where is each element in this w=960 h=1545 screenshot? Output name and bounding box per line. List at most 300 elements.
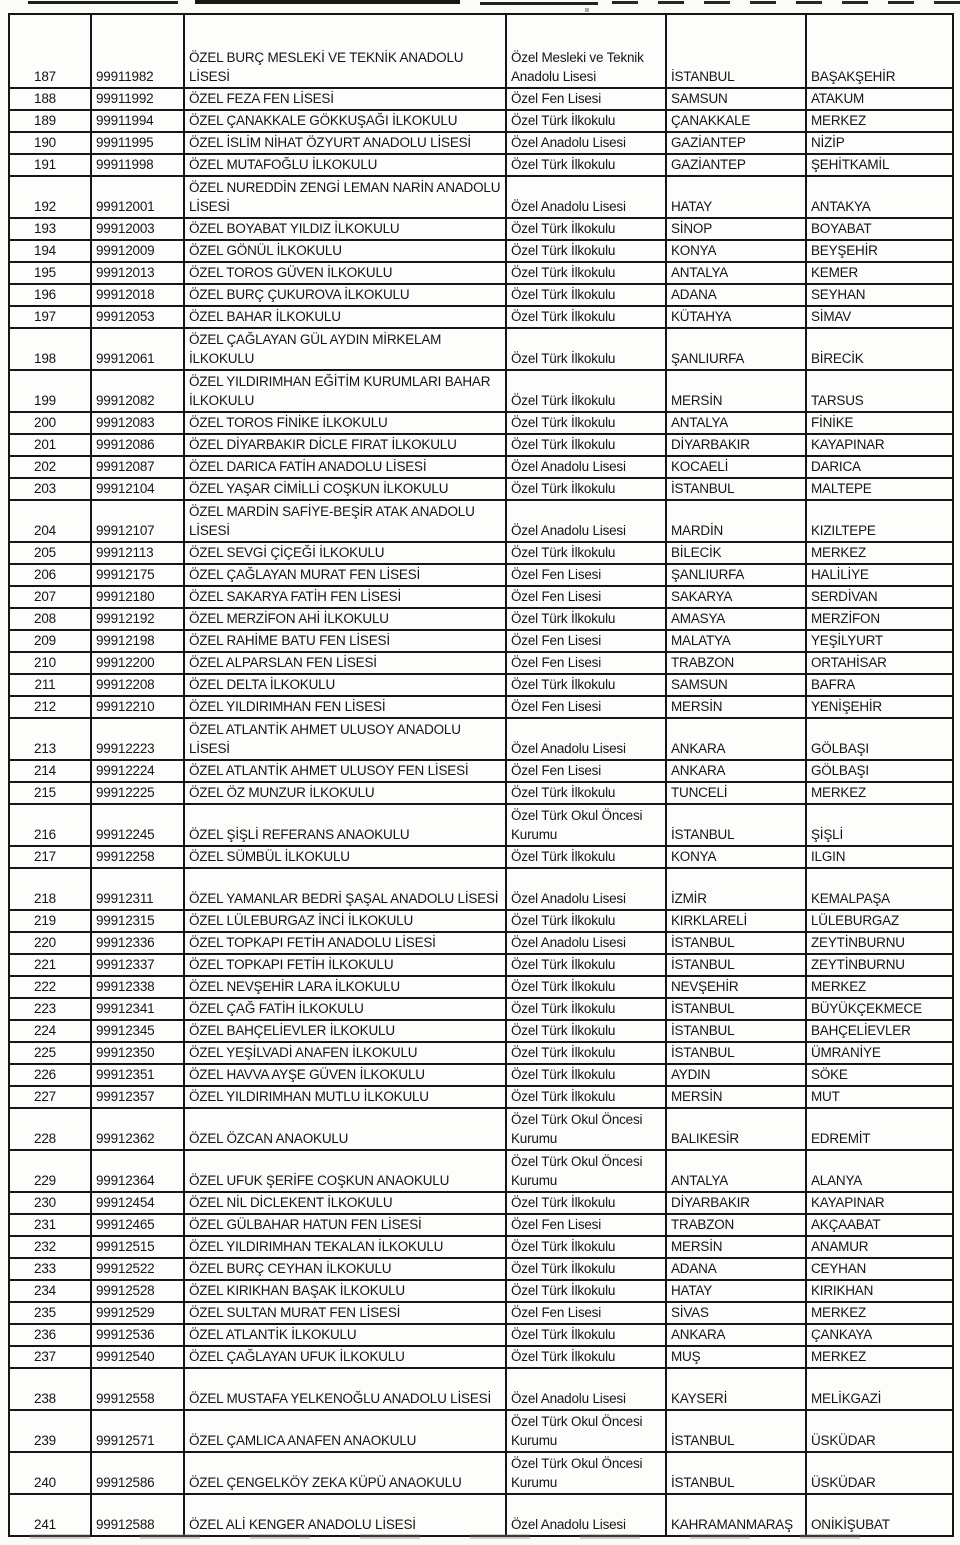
cell-type: Özel Türk İlkokulu bbox=[507, 413, 667, 435]
cell-province: SİVAS bbox=[667, 1303, 807, 1325]
cell-no: 198 bbox=[10, 329, 92, 371]
cell-id: 99911992 bbox=[92, 89, 185, 111]
cell-name: ÖZEL ÇENGELKÖY ZEKA KÜPÜ ANAOKULU bbox=[185, 1453, 507, 1495]
cell-name: ÖZEL LÜLEBURGAZ İNCİ İLKOKULU bbox=[185, 911, 507, 933]
cell-no: 199 bbox=[10, 371, 92, 413]
cell-name: ÖZEL ÇAĞLAYAN UFUK İLKOKULU bbox=[185, 1347, 507, 1369]
table-row bbox=[10, 697, 954, 719]
cell-name: ÖZEL TOPKAPI FETİH ANADOLU LİSESİ bbox=[185, 933, 507, 955]
cell-type: Özel Türk İlkokulu bbox=[507, 241, 667, 263]
cell-no: 239 bbox=[10, 1411, 92, 1453]
cell-district: ÜSKÜDAR bbox=[807, 1453, 954, 1495]
cell-id: 99912586 bbox=[92, 1453, 185, 1495]
cell-province: MERSİN bbox=[667, 697, 807, 719]
cell-province: NEVŞEHİR bbox=[667, 977, 807, 999]
table-row bbox=[10, 1347, 954, 1369]
cell-no: 196 bbox=[10, 285, 92, 307]
cell-no: 232 bbox=[10, 1237, 92, 1259]
table-row bbox=[10, 1215, 954, 1237]
cell-no: 238 bbox=[10, 1369, 92, 1411]
cell-district: GÖLBAŞI bbox=[807, 719, 954, 761]
cell-name: ÖZEL FEZA FEN LİSESİ bbox=[185, 89, 507, 111]
cell-type: Özel Mesleki ve Teknik Anadolu Lisesi bbox=[507, 15, 667, 89]
cell-province: BİLECİK bbox=[667, 543, 807, 565]
cell-province: HATAY bbox=[667, 177, 807, 219]
cell-province: ANTALYA bbox=[667, 1151, 807, 1193]
cell-no: 200 bbox=[10, 413, 92, 435]
cell-no: 231 bbox=[10, 1215, 92, 1237]
cell-name: ÖZEL ÖZ MUNZUR İLKOKULU bbox=[185, 783, 507, 805]
cell-type: Özel Türk İlkokulu bbox=[507, 999, 667, 1021]
cell-province: KONYA bbox=[667, 241, 807, 263]
cell-id: 99912225 bbox=[92, 783, 185, 805]
cell-name: ÖZEL ÖZCAN ANAOKULU bbox=[185, 1109, 507, 1151]
table-row bbox=[10, 869, 954, 911]
cell-province: ADANA bbox=[667, 1259, 807, 1281]
cell-province: SAKARYA bbox=[667, 587, 807, 609]
cell-no: 229 bbox=[10, 1151, 92, 1193]
table-row bbox=[10, 413, 954, 435]
cell-district: YENİŞEHİR bbox=[807, 697, 954, 719]
table-row bbox=[10, 111, 954, 133]
cell-name: ÖZEL YILDIRIMHAN EĞİTİM KURUMLARI BAHAR İLKOKULU bbox=[185, 371, 507, 413]
table-row bbox=[10, 1325, 954, 1347]
cell-no: 240 bbox=[10, 1453, 92, 1495]
cell-type: Özel Fen Lisesi bbox=[507, 761, 667, 783]
cell-no: 230 bbox=[10, 1193, 92, 1215]
cell-type: Özel Türk İlkokulu bbox=[507, 1021, 667, 1043]
cell-name: ÖZEL DİYARBAKIR DİCLE FIRAT İLKOKULU bbox=[185, 435, 507, 457]
cell-district: SERDİVAN bbox=[807, 587, 954, 609]
table-row bbox=[10, 1109, 954, 1151]
cell-id: 99912341 bbox=[92, 999, 185, 1021]
cell-id: 99912540 bbox=[92, 1347, 185, 1369]
cell-type: Özel Türk İlkokulu bbox=[507, 1237, 667, 1259]
cell-district: KEMALPAŞA bbox=[807, 869, 954, 911]
cell-id: 99912571 bbox=[92, 1411, 185, 1453]
cell-id: 99911998 bbox=[92, 155, 185, 177]
cell-id: 99911995 bbox=[92, 133, 185, 155]
cell-name: ÖZEL ÇAMLICA ANAFEN ANAOKULU bbox=[185, 1411, 507, 1453]
cell-id: 99912350 bbox=[92, 1043, 185, 1065]
table-row bbox=[10, 675, 954, 697]
cell-district: ORTAHİSAR bbox=[807, 653, 954, 675]
cell-province: İSTANBUL bbox=[667, 955, 807, 977]
cell-district: ÜMRANİYE bbox=[807, 1043, 954, 1065]
table-row bbox=[10, 609, 954, 631]
cell-id: 99912465 bbox=[92, 1215, 185, 1237]
cell-id: 99912013 bbox=[92, 263, 185, 285]
cell-name: ÖZEL YILDIRIMHAN FEN LİSESİ bbox=[185, 697, 507, 719]
cell-province: MERSİN bbox=[667, 1087, 807, 1109]
cell-id: 99912362 bbox=[92, 1109, 185, 1151]
cell-type: Özel Türk Okul Öncesi Kurumu bbox=[507, 805, 667, 847]
cell-province: MALATYA bbox=[667, 631, 807, 653]
cell-province: KAHRAMANMARAŞ bbox=[667, 1495, 807, 1537]
cell-type: Özel Türk İlkokulu bbox=[507, 111, 667, 133]
cell-id: 99912536 bbox=[92, 1325, 185, 1347]
cell-name: ÖZEL MARDİN SAFİYE-BEŞİR ATAK ANADOLU LİSESİ bbox=[185, 501, 507, 543]
cell-type: Özel Fen Lisesi bbox=[507, 587, 667, 609]
table-row bbox=[10, 241, 954, 263]
cell-district: BAHÇELİEVLER bbox=[807, 1021, 954, 1043]
cell-type: Özel Anadolu Lisesi bbox=[507, 1495, 667, 1537]
cell-no: 234 bbox=[10, 1281, 92, 1303]
cell-name: ÖZEL NEVŞEHİR LARA İLKOKULU bbox=[185, 977, 507, 999]
cell-province: TRABZON bbox=[667, 1215, 807, 1237]
table-row bbox=[10, 285, 954, 307]
cell-type: Özel Türk Okul Öncesi Kurumu bbox=[507, 1151, 667, 1193]
cell-name: ÖZEL TOROS FİNİKE İLKOKULU bbox=[185, 413, 507, 435]
cell-name: ÖZEL ATLANTİK İLKOKULU bbox=[185, 1325, 507, 1347]
table-row bbox=[10, 1021, 954, 1043]
cell-province: GAZİANTEP bbox=[667, 133, 807, 155]
cell-id: 99912082 bbox=[92, 371, 185, 413]
cell-province: AYDIN bbox=[667, 1065, 807, 1087]
cell-district: GÖLBAŞI bbox=[807, 761, 954, 783]
cell-no: 224 bbox=[10, 1021, 92, 1043]
cell-name: ÖZEL TOROS GÜVEN İLKOKULU bbox=[185, 263, 507, 285]
cell-no: 214 bbox=[10, 761, 92, 783]
table-row bbox=[10, 435, 954, 457]
cell-province: MUŞ bbox=[667, 1347, 807, 1369]
cell-id: 99912454 bbox=[92, 1193, 185, 1215]
cell-name: ÖZEL NUREDDİN ZENGİ LEMAN NARİN ANADOLU LİSESİ bbox=[185, 177, 507, 219]
cell-type: Özel Türk Okul Öncesi Kurumu bbox=[507, 1411, 667, 1453]
cell-province: SİNOP bbox=[667, 219, 807, 241]
cell-type: Özel Anadolu Lisesi bbox=[507, 133, 667, 155]
cell-district: ZEYTİNBURNU bbox=[807, 933, 954, 955]
cell-id: 99912200 bbox=[92, 653, 185, 675]
cell-id: 99912558 bbox=[92, 1369, 185, 1411]
cell-no: 225 bbox=[10, 1043, 92, 1065]
cell-province: İSTANBUL bbox=[667, 933, 807, 955]
cell-no: 201 bbox=[10, 435, 92, 457]
cell-no: 218 bbox=[10, 869, 92, 911]
cell-province: ANTALYA bbox=[667, 263, 807, 285]
cell-type: Özel Anadolu Lisesi bbox=[507, 1369, 667, 1411]
table-row bbox=[10, 263, 954, 285]
cell-no: 202 bbox=[10, 457, 92, 479]
cell-district: HALİLİYE bbox=[807, 565, 954, 587]
cell-type: Özel Türk İlkokulu bbox=[507, 911, 667, 933]
cell-type: Özel Türk İlkokulu bbox=[507, 955, 667, 977]
cell-name: ÖZEL ÇANAKKALE GÖKKUŞAĞI İLKOKULU bbox=[185, 111, 507, 133]
cell-name: ÖZEL ŞİŞLİ REFERANS ANAOKULU bbox=[185, 805, 507, 847]
cell-name: ÖZEL DELTA İLKOKULU bbox=[185, 675, 507, 697]
table-row bbox=[10, 479, 954, 501]
cell-district: KAYAPINAR bbox=[807, 435, 954, 457]
cell-name: ÖZEL SAKARYA FATİH FEN LİSESİ bbox=[185, 587, 507, 609]
cell-type: Özel Anadolu Lisesi bbox=[507, 719, 667, 761]
cell-id: 99912107 bbox=[92, 501, 185, 543]
cell-name: ÖZEL YILDIRIMHAN MUTLU İLKOKULU bbox=[185, 1087, 507, 1109]
cell-district: BAŞAKŞEHİR bbox=[807, 15, 954, 89]
table-row bbox=[10, 329, 954, 371]
cell-id: 99912528 bbox=[92, 1281, 185, 1303]
cell-district: MERKEZ bbox=[807, 543, 954, 565]
cell-type: Özel Türk İlkokulu bbox=[507, 1347, 667, 1369]
cell-type: Özel Türk İlkokulu bbox=[507, 1325, 667, 1347]
cell-id: 99912336 bbox=[92, 933, 185, 955]
cell-no: 191 bbox=[10, 155, 92, 177]
cell-province: ADANA bbox=[667, 285, 807, 307]
cell-district: MALTEPE bbox=[807, 479, 954, 501]
cell-id: 99912083 bbox=[92, 413, 185, 435]
cell-name: ÖZEL ATLANTİK AHMET ULUSOY ANADOLU LİSESİ bbox=[185, 719, 507, 761]
cell-type: Özel Fen Lisesi bbox=[507, 1303, 667, 1325]
cell-id: 99912061 bbox=[92, 329, 185, 371]
cell-name: ÖZEL YEŞİLVADİ ANAFEN İLKOKULU bbox=[185, 1043, 507, 1065]
cell-district: SİMAV bbox=[807, 307, 954, 329]
cell-province: İSTANBUL bbox=[667, 1021, 807, 1043]
cell-name: ÖZEL BURÇ MESLEKİ VE TEKNİK ANADOLU LİSESİ bbox=[185, 15, 507, 89]
cell-district: BİRECİK bbox=[807, 329, 954, 371]
cell-district: SÖKE bbox=[807, 1065, 954, 1087]
cell-type: Özel Türk İlkokulu bbox=[507, 783, 667, 805]
cell-district: ALANYA bbox=[807, 1151, 954, 1193]
cell-district: YEŞİLYURT bbox=[807, 631, 954, 653]
cell-district: ŞİŞLİ bbox=[807, 805, 954, 847]
table-row bbox=[10, 307, 954, 329]
cell-type: Özel Türk Okul Öncesi Kurumu bbox=[507, 1109, 667, 1151]
cell-no: 203 bbox=[10, 479, 92, 501]
table-row bbox=[10, 457, 954, 479]
table-row bbox=[10, 133, 954, 155]
cell-province: MERSİN bbox=[667, 371, 807, 413]
cell-id: 99912529 bbox=[92, 1303, 185, 1325]
table-row bbox=[10, 501, 954, 543]
cell-province: İSTANBUL bbox=[667, 1411, 807, 1453]
cell-no: 187 bbox=[10, 15, 92, 89]
cell-name: ÖZEL ALPARSLAN FEN LİSESİ bbox=[185, 653, 507, 675]
cell-id: 99912364 bbox=[92, 1151, 185, 1193]
table-row bbox=[10, 1193, 954, 1215]
cell-id: 99912198 bbox=[92, 631, 185, 653]
cell-district: MERKEZ bbox=[807, 977, 954, 999]
cell-district: AKÇAABAT bbox=[807, 1215, 954, 1237]
cell-type: Özel Anadolu Lisesi bbox=[507, 457, 667, 479]
table-row bbox=[10, 1259, 954, 1281]
cell-name: ÖZEL ÇAĞ FATİH İLKOKULU bbox=[185, 999, 507, 1021]
cell-type: Özel Türk İlkokulu bbox=[507, 1259, 667, 1281]
cell-name: ÖZEL SULTAN MURAT FEN LİSESİ bbox=[185, 1303, 507, 1325]
table-row bbox=[10, 955, 954, 977]
cell-type: Özel Fen Lisesi bbox=[507, 1215, 667, 1237]
table-row bbox=[10, 1453, 954, 1495]
cell-district: MERKEZ bbox=[807, 783, 954, 805]
table-row bbox=[10, 89, 954, 111]
cell-province: TRABZON bbox=[667, 653, 807, 675]
cell-type: Özel Fen Lisesi bbox=[507, 631, 667, 653]
cell-id: 99912210 bbox=[92, 697, 185, 719]
cell-type: Özel Türk İlkokulu bbox=[507, 155, 667, 177]
cell-id: 99912175 bbox=[92, 565, 185, 587]
cell-no: 208 bbox=[10, 609, 92, 631]
table-row bbox=[10, 1065, 954, 1087]
table-row bbox=[10, 1411, 954, 1453]
cell-district: LÜLEBURGAZ bbox=[807, 911, 954, 933]
cell-province: ŞANLIURFA bbox=[667, 329, 807, 371]
cell-name: ÖZEL SEVGİ ÇİÇEĞİ İLKOKULU bbox=[185, 543, 507, 565]
cell-type: Özel Türk İlkokulu bbox=[507, 1043, 667, 1065]
scan-artifact-bottom-edge bbox=[30, 1534, 910, 1539]
cell-name: ÖZEL HAVVA AYŞE GÜVEN İLKOKULU bbox=[185, 1065, 507, 1087]
cell-no: 215 bbox=[10, 783, 92, 805]
cell-id: 99912086 bbox=[92, 435, 185, 457]
cell-province: MARDİN bbox=[667, 501, 807, 543]
cell-type: Özel Anadolu Lisesi bbox=[507, 933, 667, 955]
cell-province: DİYARBAKIR bbox=[667, 435, 807, 457]
cell-province: BALIKESİR bbox=[667, 1109, 807, 1151]
table-row bbox=[10, 631, 954, 653]
cell-province: AMASYA bbox=[667, 609, 807, 631]
cell-district: ANAMUR bbox=[807, 1237, 954, 1259]
cell-id: 99912018 bbox=[92, 285, 185, 307]
cell-district: MELİKGAZİ bbox=[807, 1369, 954, 1411]
scan-artifact-top-edge bbox=[0, 0, 960, 6]
cell-no: 206 bbox=[10, 565, 92, 587]
cell-district: KIZILTEPE bbox=[807, 501, 954, 543]
cell-id: 99912351 bbox=[92, 1065, 185, 1087]
cell-name: ÖZEL SÜMBÜL İLKOKULU bbox=[185, 847, 507, 869]
cell-id: 99912223 bbox=[92, 719, 185, 761]
cell-no: 223 bbox=[10, 999, 92, 1021]
cell-name: ÖZEL RAHİME BATU FEN LİSESİ bbox=[185, 631, 507, 653]
cell-province: İZMİR bbox=[667, 869, 807, 911]
cell-province: İSTANBUL bbox=[667, 15, 807, 89]
cell-no: 212 bbox=[10, 697, 92, 719]
cell-district: BOYABAT bbox=[807, 219, 954, 241]
cell-province: İSTANBUL bbox=[667, 805, 807, 847]
cell-id: 99912180 bbox=[92, 587, 185, 609]
cell-name: ÖZEL ATLANTİK AHMET ULUSOY FEN LİSESİ bbox=[185, 761, 507, 783]
cell-id: 99912009 bbox=[92, 241, 185, 263]
cell-name: ÖZEL YILDIRIMHAN TEKALAN İLKOKULU bbox=[185, 1237, 507, 1259]
cell-id: 99911982 bbox=[92, 15, 185, 89]
cell-no: 192 bbox=[10, 177, 92, 219]
cell-province: GAZİANTEP bbox=[667, 155, 807, 177]
table-row bbox=[10, 653, 954, 675]
cell-no: 210 bbox=[10, 653, 92, 675]
cell-id: 99912001 bbox=[92, 177, 185, 219]
cell-no: 205 bbox=[10, 543, 92, 565]
cell-province: ANKARA bbox=[667, 1325, 807, 1347]
cell-type: Özel Türk İlkokulu bbox=[507, 479, 667, 501]
cell-province: İSTANBUL bbox=[667, 479, 807, 501]
cell-id: 99912087 bbox=[92, 457, 185, 479]
cell-district: MERKEZ bbox=[807, 111, 954, 133]
cell-name: ÖZEL ALİ KENGER ANADOLU LİSESİ bbox=[185, 1495, 507, 1537]
cell-no: 219 bbox=[10, 911, 92, 933]
cell-no: 209 bbox=[10, 631, 92, 653]
cell-type: Özel Türk İlkokulu bbox=[507, 977, 667, 999]
cell-no: 197 bbox=[10, 307, 92, 329]
cell-name: ÖZEL UFUK ŞERİFE COŞKUN ANAOKULU bbox=[185, 1151, 507, 1193]
cell-type: Özel Türk İlkokulu bbox=[507, 609, 667, 631]
cell-no: 217 bbox=[10, 847, 92, 869]
table-row bbox=[10, 15, 954, 89]
cell-id: 99912224 bbox=[92, 761, 185, 783]
cell-province: İSTANBUL bbox=[667, 999, 807, 1021]
cell-no: 228 bbox=[10, 1109, 92, 1151]
table-row bbox=[10, 1043, 954, 1065]
cell-type: Özel Türk Okul Öncesi Kurumu bbox=[507, 1453, 667, 1495]
table-row bbox=[10, 1281, 954, 1303]
cell-name: ÖZEL BAHAR İLKOKULU bbox=[185, 307, 507, 329]
table-row bbox=[10, 1237, 954, 1259]
cell-id: 99912258 bbox=[92, 847, 185, 869]
school-table-body bbox=[10, 15, 954, 1537]
cell-district: EDREMİT bbox=[807, 1109, 954, 1151]
cell-id: 99912208 bbox=[92, 675, 185, 697]
cell-type: Özel Türk İlkokulu bbox=[507, 543, 667, 565]
cell-district: MERKEZ bbox=[807, 1347, 954, 1369]
cell-no: 226 bbox=[10, 1065, 92, 1087]
cell-province: TUNCELİ bbox=[667, 783, 807, 805]
table-row bbox=[10, 1369, 954, 1411]
cell-province: İSTANBUL bbox=[667, 1043, 807, 1065]
cell-district: ANTAKYA bbox=[807, 177, 954, 219]
table-row bbox=[10, 933, 954, 955]
cell-id: 99912192 bbox=[92, 609, 185, 631]
cell-district: FİNİKE bbox=[807, 413, 954, 435]
table-row bbox=[10, 1151, 954, 1193]
cell-province: İSTANBUL bbox=[667, 1453, 807, 1495]
cell-no: 207 bbox=[10, 587, 92, 609]
school-list-table bbox=[8, 13, 954, 1537]
cell-province: KÜTAHYA bbox=[667, 307, 807, 329]
cell-province: SAMSUN bbox=[667, 89, 807, 111]
cell-district: NİZİP bbox=[807, 133, 954, 155]
cell-id: 99912053 bbox=[92, 307, 185, 329]
table-row bbox=[10, 155, 954, 177]
cell-province: ANKARA bbox=[667, 761, 807, 783]
cell-province: KONYA bbox=[667, 847, 807, 869]
cell-district: SEYHAN bbox=[807, 285, 954, 307]
cell-type: Özel Türk İlkokulu bbox=[507, 1087, 667, 1109]
cell-no: 241 bbox=[10, 1495, 92, 1537]
table-row bbox=[10, 371, 954, 413]
cell-name: ÖZEL DARICA FATİH ANADOLU LİSESİ bbox=[185, 457, 507, 479]
cell-no: 233 bbox=[10, 1259, 92, 1281]
cell-no: 189 bbox=[10, 111, 92, 133]
cell-id: 99912588 bbox=[92, 1495, 185, 1537]
cell-name: ÖZEL ÇAĞLAYAN MURAT FEN LİSESİ bbox=[185, 565, 507, 587]
table-row bbox=[10, 1087, 954, 1109]
cell-id: 99912003 bbox=[92, 219, 185, 241]
cell-district: ŞEHİTKAMİL bbox=[807, 155, 954, 177]
cell-id: 99912315 bbox=[92, 911, 185, 933]
cell-type: Özel Anadolu Lisesi bbox=[507, 177, 667, 219]
cell-district: KEMER bbox=[807, 263, 954, 285]
cell-district: ZEYTİNBURNU bbox=[807, 955, 954, 977]
table-row bbox=[10, 911, 954, 933]
cell-no: 194 bbox=[10, 241, 92, 263]
table-row bbox=[10, 847, 954, 869]
cell-no: 211 bbox=[10, 675, 92, 697]
cell-district: ATAKUM bbox=[807, 89, 954, 111]
cell-name: ÖZEL YAMANLAR BEDRİ ŞAŞAL ANADOLU LİSESİ bbox=[185, 869, 507, 911]
cell-no: 190 bbox=[10, 133, 92, 155]
cell-id: 99912345 bbox=[92, 1021, 185, 1043]
cell-type: Özel Türk İlkokulu bbox=[507, 847, 667, 869]
cell-district: DARICA bbox=[807, 457, 954, 479]
cell-name: ÖZEL KIRIKHAN BAŞAK İLKOKULU bbox=[185, 1281, 507, 1303]
cell-province: ÇANAKKALE bbox=[667, 111, 807, 133]
cell-id: 99912245 bbox=[92, 805, 185, 847]
cell-province: KOCAELİ bbox=[667, 457, 807, 479]
